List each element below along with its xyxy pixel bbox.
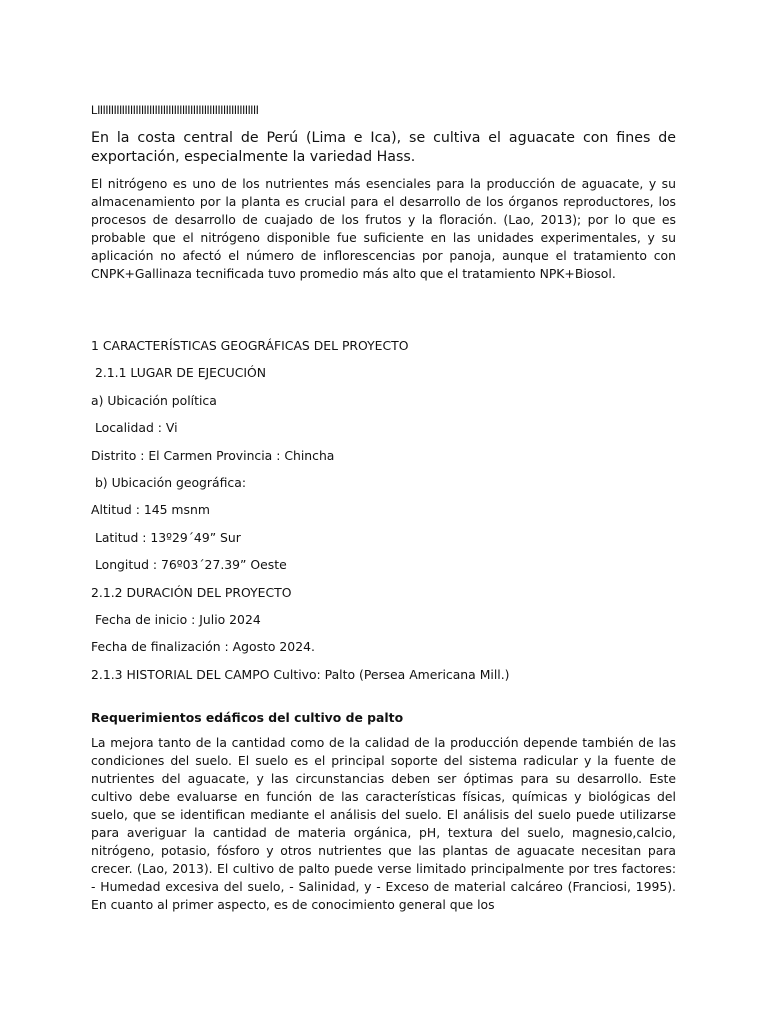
fecha-finalizacion: Fecha de finalización : Agosto 2024. [91, 639, 315, 655]
top-line: LIIIIIIIIIIIIIIIIIIIIIIIIIIIIIIIIIIIIIIIIIIIIIIIIIIIIIIIIIII [91, 103, 259, 117]
section-title: 1 CARACTERÍSTICAS GEOGRÁFICAS DEL PROYECTO [91, 338, 409, 353]
intro-paragraph: El nitrógeno es uno de los nutrientes más esenciales para la producción de aguacate, y su almacenamiento por la planta es crucial para el desarrollo de los órganos reproductores, los procesos de desarrollo de cuajado de los frutos y la floración. (Lao, 2013); por lo que es probable que el nitrógeno disponible fue suficiente en las unidades experimentales, y su aplicación no afectó el número de inflorescencias por panoja, aunque el tratamiento con CNPK+Gallinaza tecnificada tuvo promedio más alto que el tratamiento NPK+Biosol. [91, 176, 676, 281]
altitud: Altitud : 145 msnm [91, 502, 210, 518]
subsection-lugar: 2.1.1 LUGAR DE EJECUCIÓN [91, 365, 267, 381]
soil-paragraph: La mejora tanto de la cantidad como de la calidad de la producción depende también de las condiciones del suelo. El suelo es el principal soporte del sistema radicular y la fuente de nutrientes del aguacate, y las circunstancias deben ser óptimas para su desarrollo. Este cultivo debe evaluarse en función de las características físicas, químicas y biológicas del suelo, que se identifican mediante el análisis del suelo. El análisis del suelo puede utilizarse para averiguar la cantidad de materia orgánica, pH, textura del suelo, magnesio,calcio, nitrógeno, potasio, fósforo y otros nutrientes que las plantas de aguacate necesitan para crecer. (Lao, 2013). El cultivo de palto puede verse limitado principalmente por tres factores: - Humedad excesiva del suelo, - Salinidad, y - Exceso de material calcáreo (Franciosi, 1995). En cuanto al primer aspecto, es de conocimiento general que los [91, 734, 676, 912]
fecha-inicio: Fecha de inicio : Julio 2024 [91, 611, 261, 627]
localidad: Localidad : Vi [91, 420, 178, 436]
subsection-duracion: 2.1.2 DURACIÓN DEL PROYECTO [91, 584, 292, 600]
document-page [91, 103, 676, 914]
longitud: Longitud : 76º03´27.39” Oeste [91, 557, 287, 573]
latitud: Latitud : 13º29´49” Sur [91, 529, 241, 545]
historial-campo: 2.1.3 HISTORIAL DEL CAMPO Cultivo: Palto (Persea Americana Mill.) [91, 666, 510, 682]
lead-paragraph: En la costa central de Perú (Lima e Ica), se cultiva el aguacate con fines de exportación, especialmente la variedad Hass. [91, 130, 676, 165]
distrito-provincia: Distrito : El Carmen Provincia : Chincha [91, 447, 335, 463]
ubicacion-geografica: b) Ubicación geográfica: [91, 474, 246, 490]
soil-requirements-heading: Requerimientos edáficos del cultivo de palto [91, 709, 404, 725]
ubicacion-politica: a) Ubicación política [91, 392, 217, 408]
